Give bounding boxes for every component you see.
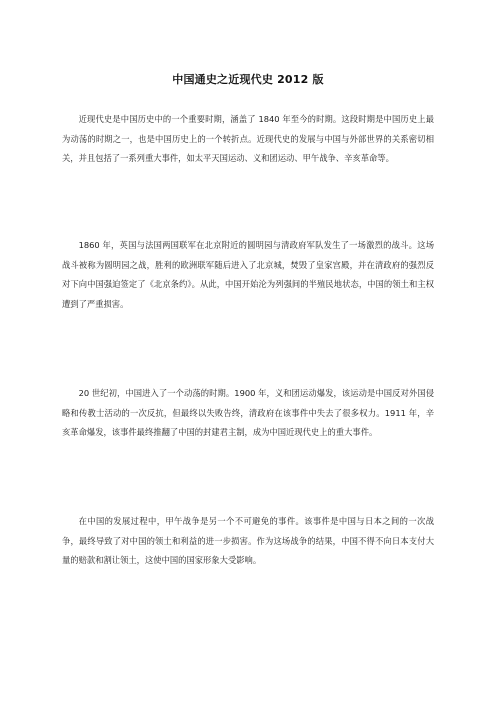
paragraph-3: 20 世纪初，中国进入了一个动荡的时期。1900 年，义和团运动爆发，该运动是中国反对外国侵略和传教士活动的一次反抗，但最终以失败告终，清政府在该事件中失去了很多权力。1911 年，辛亥革命爆发，该事件最终推翻了中国的封建君主制，成为中国近现代史上的重大事件。 xyxy=(62,388,434,438)
document-title: 中国通史之近现代史 2012 版 xyxy=(172,73,324,86)
paragraph-1: 近现代史是中国历史中的一个重要时期，涵盖了 1840 年至今的时期。这段时期是中国历史上最为动荡的时期之一，也是中国历史上的一个转折点。近现代史的发展与中国与外部世界的关系密切相关，并且包括了一系列重大事件，如太平天国运动、义和团运动、甲午战争、辛亥革命等。 xyxy=(62,114,434,164)
paragraph-4: 在中国的发展过程中，甲午战争是另一个不可避免的事件。该事件是中国与日本之间的一次战争，最终导致了对中国的领土和利益的进一步损害。作为这场战争的结果，中国不得不向日本支付大量的赔款和割让领土，这使中国的国家形象大受影响。 xyxy=(62,516,434,566)
paragraph-2: 1860 年，英国与法国两国联军在北京附近的圆明园与清政府军队发生了一场激烈的战斗。这场战斗被称为圆明园之战，胜利的欧洲联军随后进入了北京城，焚毁了皇家宫殿，并在清政府的强烈反对下向中国强迫签定了《北京条约》。从此，中国开始沦为列强间的半殖民地状态，中国的领土和主权遭到了严重损害。 xyxy=(62,240,434,309)
